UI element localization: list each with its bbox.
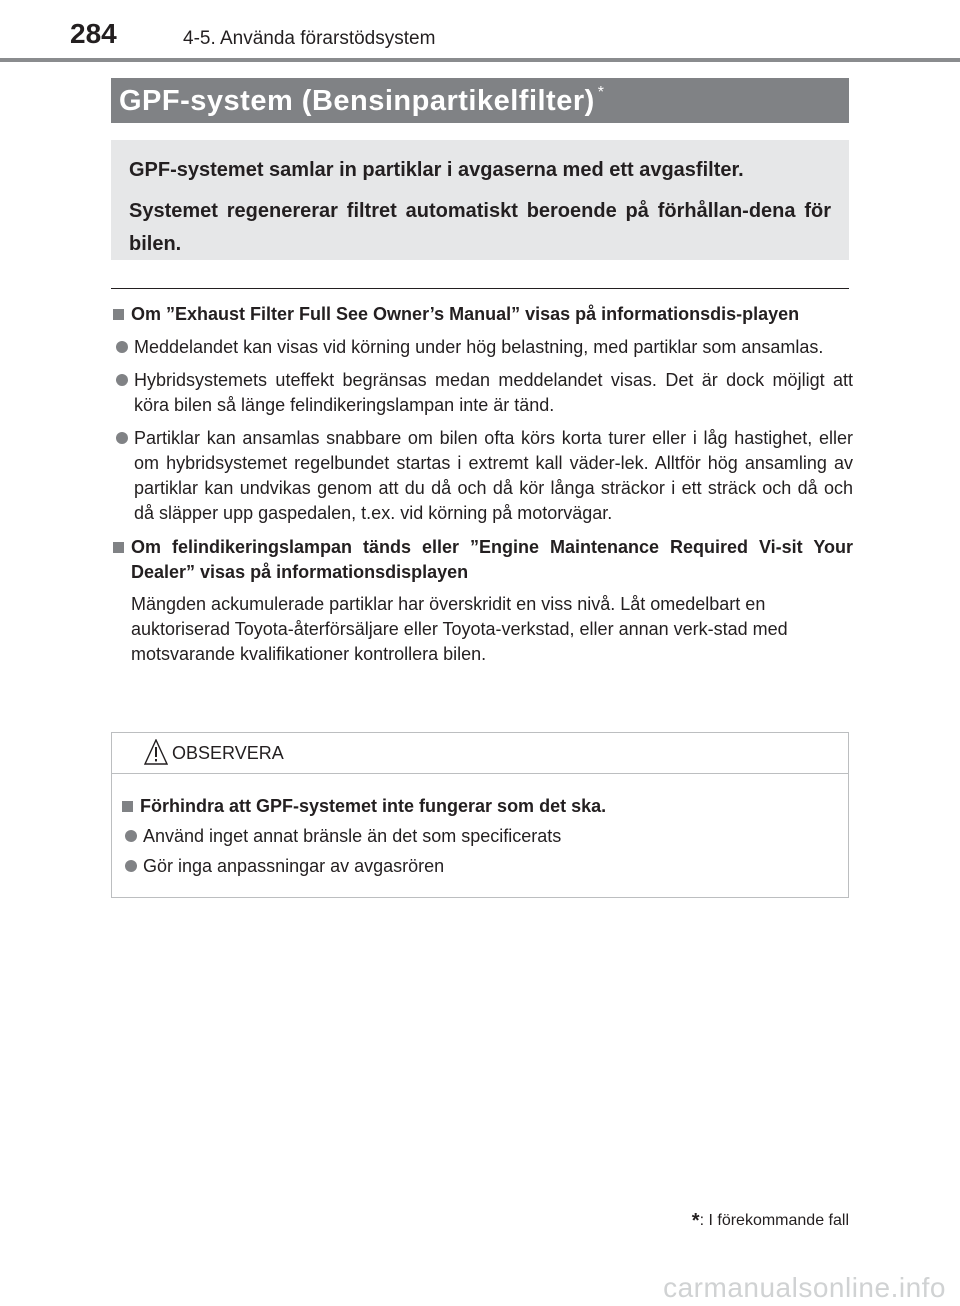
page-header: [0, 0, 960, 62]
footnote-marker: *: [691, 1210, 700, 1232]
section-heading: [111, 302, 853, 327]
list-item: [111, 426, 853, 526]
intro-line-1: GPF-systemet samlar in partiklar i avgaserna med ett avgasfilter.: [129, 159, 744, 181]
section-heading-text: Om felindikeringslampan tänds eller ”Engine Maintenance Required Vi-sit Your Dealer” visas på informationsdisplayen: [131, 537, 853, 582]
section-label: 4-5. Använda förarstödsystem: [183, 28, 436, 49]
section-divider: [111, 288, 849, 289]
square-bullet-icon: [113, 309, 124, 320]
list-item-text: Använd inget annat bränsle än det som specificerats: [143, 826, 562, 846]
list-item: [111, 368, 853, 418]
list-item-text: Partiklar kan ansamlas snabbare om bilen ofta körs korta turer eller i låg hastighet, eller om hybridsystemet regelbundet startas i extremt kall väder-lek. Alltför hög ansamling av partiklar kan undvikas genom att du då och då kör långa sträckor i ett sträck och då och då släpper upp gaspedalen, t.ex. vid körning på motorvägar.: [134, 428, 853, 523]
page-number: 284: [70, 18, 117, 49]
round-bullet-icon: [125, 830, 137, 842]
section-exhaust-filter: [111, 302, 853, 526]
warning-label: OBSERVERA: [172, 743, 284, 763]
round-bullet-icon: [125, 860, 137, 872]
intro-line-2: Systemet regenererar filtret automatiskt beroende på förhållan-dena för bilen.: [129, 200, 831, 255]
intro-box: [111, 140, 849, 260]
main-content: [111, 302, 853, 667]
list-item-text: Meddelandet kan visas vid körning under hög belastning, med partiklar som ansamlas.: [134, 337, 824, 357]
list-item-text: Hybridsystemets uteffekt begränsas medan meddelandet visas. Det är dock möjligt att köra bilen så länge felindikeringslampan inte är tänd.: [134, 370, 853, 415]
list-item-text: Gör inga anpassningar av avgasrören: [143, 856, 445, 876]
section-heading: [111, 535, 853, 585]
list-item: [120, 824, 840, 849]
warning-header: [112, 733, 848, 774]
list-item: [120, 854, 840, 879]
warning-box: [111, 732, 849, 898]
warning-heading-text: Förhindra att GPF-systemet inte fungerar som det ska.: [140, 796, 607, 816]
title-footnote-marker: *: [597, 84, 605, 101]
section-engine-maintenance: [111, 535, 853, 667]
footnote-text: : I förekommande fall: [699, 1212, 849, 1229]
section-heading-text: Om ”Exhaust Filter Full See Owner’s Manual” visas på informationsdis-playen: [131, 304, 800, 324]
square-bullet-icon: [122, 801, 133, 812]
warning-heading: [120, 794, 840, 819]
round-bullet-icon: [116, 374, 128, 386]
square-bullet-icon: [113, 542, 124, 553]
warning-body: [112, 774, 848, 879]
page-title: [111, 78, 849, 123]
footnote: [692, 1210, 849, 1233]
round-bullet-icon: [116, 432, 128, 444]
warning-triangle-icon: [144, 739, 168, 765]
watermark: carmanualsonline.info: [663, 1272, 946, 1303]
page-title-text: GPF-system (Bensinpartikelfilter): [119, 85, 595, 117]
header-divider: [0, 58, 960, 62]
round-bullet-icon: [116, 341, 128, 353]
section-paragraph: Mängden ackumulerade partiklar har överskridit en viss nivå. Låt omedelbart en auktoriserad Toyota-återförsäljare eller Toyota-verkstad, eller annan verk-stad med motsvarande kvalifikationer kontrollera bilen.: [131, 594, 788, 664]
list-item: [111, 335, 853, 360]
